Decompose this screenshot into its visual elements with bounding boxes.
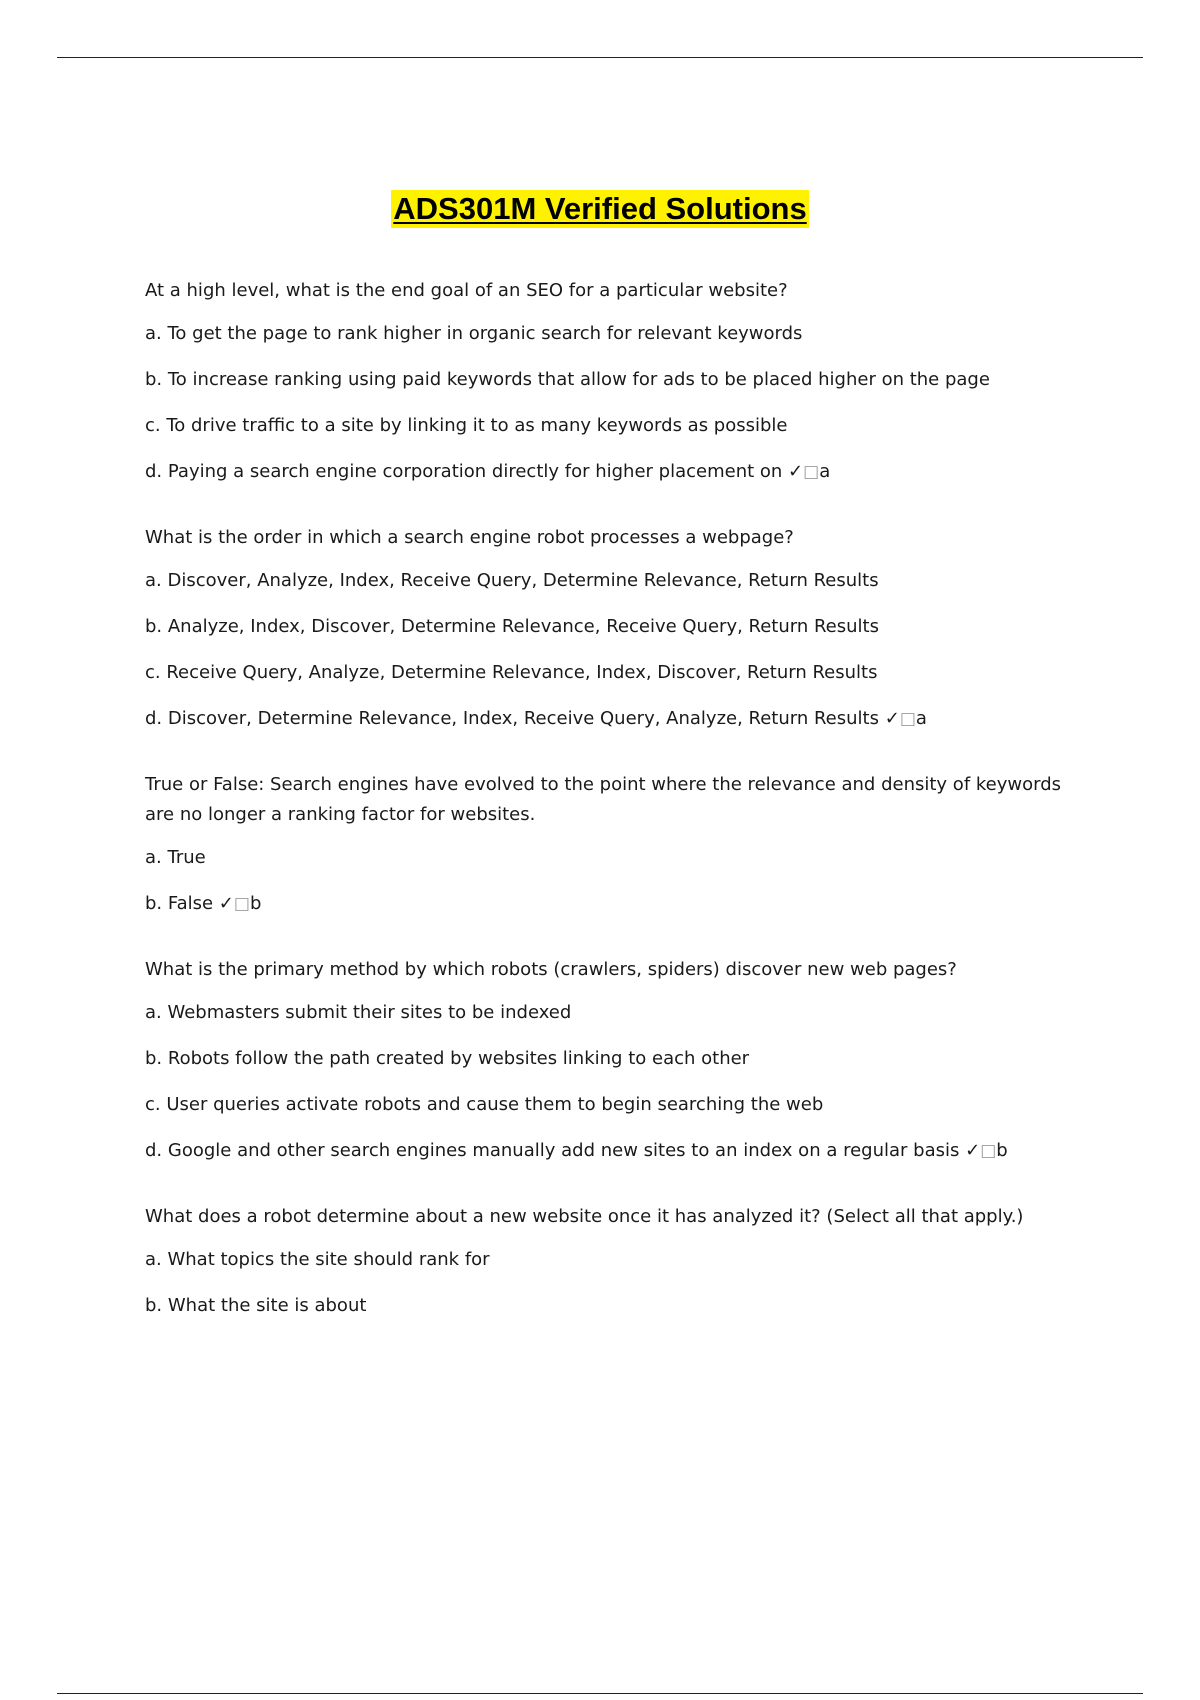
header-rule <box>57 57 1143 58</box>
answer-option <box>145 846 1075 870</box>
checkmark-icon: ✓ <box>884 708 900 729</box>
box-icon: □ <box>899 709 916 729</box>
answer-option <box>145 368 1075 392</box>
question-block <box>145 276 1075 484</box>
answer-option <box>145 661 1075 685</box>
checkmark-icon: ✓ <box>788 461 804 482</box>
answer-option <box>145 1294 1075 1318</box>
question-text: What is the primary method by which robots (crawlers, spiders) discover new web pages? <box>145 959 957 980</box>
question-list <box>145 276 1075 1357</box>
question-text: At a high level, what is the end goal of an SEO for a particular website? <box>145 280 788 301</box>
answer-option <box>145 1248 1075 1272</box>
answer-option <box>145 569 1075 593</box>
correct-answer: b <box>249 893 262 914</box>
box-icon: □ <box>233 894 250 914</box>
option-text: a. What topics the site should rank for <box>145 1249 490 1270</box>
footer-rule <box>57 1693 1143 1694</box>
answer-option <box>145 892 1075 916</box>
title-container <box>0 190 1200 228</box>
option-text: b. Analyze, Index, Discover, Determine Relevance, Receive Query, Return Results <box>145 616 879 637</box>
answer-option <box>145 1139 1075 1163</box>
option-text: b. Robots follow the path created by websites linking to each other <box>145 1048 750 1069</box>
question-block <box>145 955 1075 1163</box>
option-text: b. What the site is about <box>145 1295 367 1316</box>
checkmark-icon: ✓ <box>965 1140 981 1161</box>
answer-option <box>145 707 1075 731</box>
option-text: a. True <box>145 847 206 868</box>
question-text: What does a robot determine about a new website once it has analyzed it? (Select all that apply.) <box>145 1206 1024 1227</box>
correct-answer: a <box>819 461 831 482</box>
question-block <box>145 770 1075 916</box>
option-text: c. To drive traffic to a site by linking it to as many keywords as possible <box>145 415 788 436</box>
correct-answer: b <box>996 1140 1008 1161</box>
answer-option <box>145 460 1075 484</box>
box-icon: □ <box>803 462 820 482</box>
option-text: b. To increase ranking using paid keywords that allow for ads to be placed higher on the page <box>145 369 990 390</box>
question-text: What is the order in which a search engine robot processes a webpage? <box>145 527 794 548</box>
document-title: ADS301M Verified Solutions <box>393 191 807 226</box>
answer-option <box>145 1047 1075 1071</box>
option-text: a. Discover, Analyze, Index, Receive Query, Determine Relevance, Return Results <box>145 570 879 591</box>
question-text: True or False: Search engines have evolved to the point where the relevance and density of keywords are no longer a ranking factor for websites. <box>145 774 1062 825</box>
answer-option <box>145 414 1075 438</box>
option-text: c. User queries activate robots and cause them to begin searching the web <box>145 1094 824 1115</box>
answer-option <box>145 615 1075 639</box>
answer-option <box>145 322 1075 346</box>
option-text: a. To get the page to rank higher in organic search for relevant keywords <box>145 323 803 344</box>
answer-option <box>145 1093 1075 1117</box>
option-text: d. Discover, Determine Relevance, Index, Receive Query, Analyze, Return Results <box>145 708 879 729</box>
option-text: b. False <box>145 893 214 914</box>
question-block <box>145 1202 1075 1318</box>
checkmark-icon: ✓ <box>218 893 234 914</box>
answer-option <box>145 1001 1075 1025</box>
option-text: c. Receive Query, Analyze, Determine Relevance, Index, Discover, Return Results <box>145 662 878 683</box>
option-text: d. Google and other search engines manually add new sites to an index on a regular basis <box>145 1140 960 1161</box>
option-text: d. Paying a search engine corporation directly for higher placement on <box>145 461 783 482</box>
question-block <box>145 523 1075 731</box>
option-text: a. Webmasters submit their sites to be indexed <box>145 1002 572 1023</box>
box-icon: □ <box>980 1141 997 1161</box>
correct-answer: a <box>915 708 927 729</box>
